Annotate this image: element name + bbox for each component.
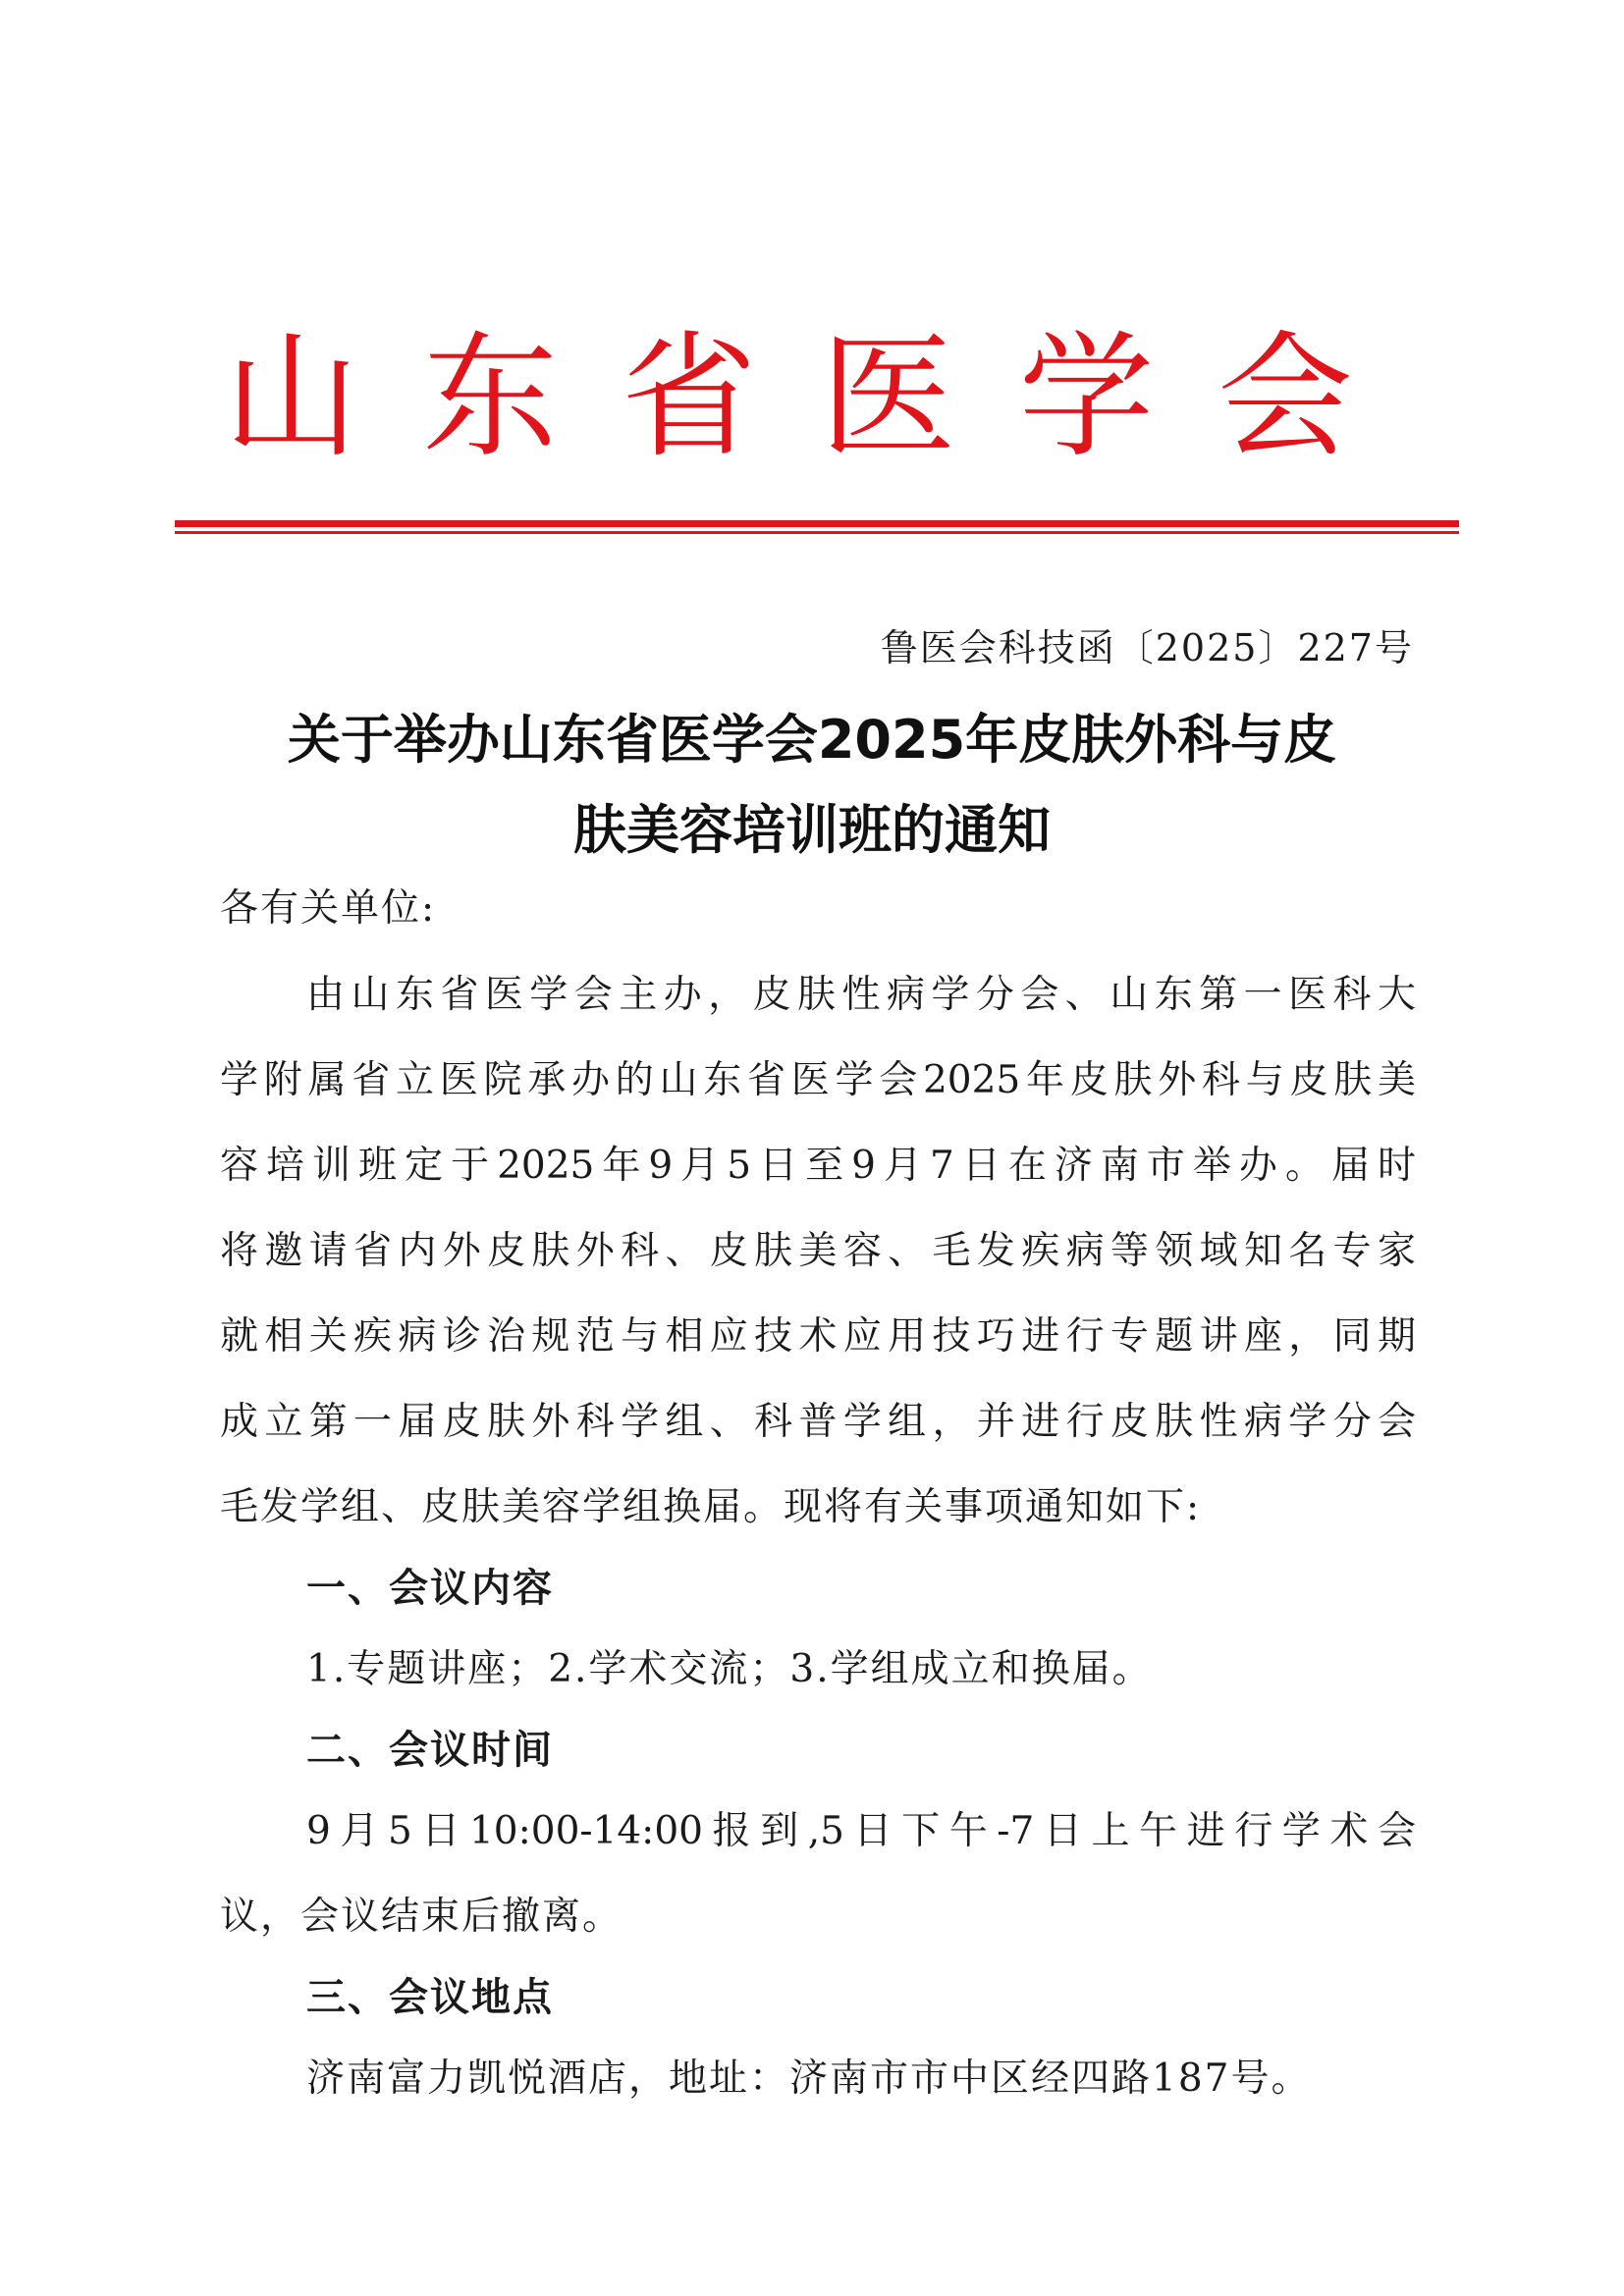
section-line: 济南富力凯悦酒店，地址：济南市市中区经四路187号。 (306, 2056, 1312, 2101)
intro-line: 就相关疾病诊治规范与相应技术应用技巧进行专题讲座，同期 (220, 1314, 1416, 1359)
intro-line: 容培训班定于2025年9月5日至9月7日在济南市举办。届时 (220, 1144, 1416, 1188)
masthead-char: 省 (621, 318, 757, 476)
document-number: 鲁医会科技函〔2025〕227号 (880, 626, 1414, 669)
document-body (220, 952, 1416, 2121)
masthead-char: 东 (422, 318, 559, 476)
masthead-char: 会 (1217, 318, 1353, 476)
masthead-char: 医 (820, 318, 956, 476)
intro-line: 由山东省医学会主办，皮肤性病学分会、山东第一医科大 (306, 973, 1416, 1017)
masthead-divider-thin (175, 531, 1459, 534)
section-heading: 一、会议内容 (306, 1566, 554, 1611)
intro-line: 毛发学组、皮肤美容学组换届。现将有关事项通知如下: (220, 1485, 1202, 1529)
title-line-2: 肤美容培训班的通知 (573, 799, 1051, 861)
masthead-title (224, 318, 1353, 476)
intro-line: 将邀请省内外皮肤外科、皮肤美容、毛发疾病等领域知名专家 (220, 1229, 1416, 1273)
intro-line: 成立第一届皮肤外科学组、科普学组，并进行皮肤性病学分会 (220, 1400, 1416, 1444)
section-line: 9月5日10:00-14:00报到,5日下午-7日上午进行学术会 (306, 1809, 1416, 1853)
masthead-char: 学 (1018, 318, 1155, 476)
section-heading: 二、会议时间 (306, 1728, 554, 1773)
section-line: 议，会议结束后撤离。 (220, 1895, 623, 1939)
title-line-1: 关于举办山东省医学会2025年皮肤外科与皮 (287, 709, 1337, 771)
section-line: 1.专题讲座；2.学术交流；3.学组成立和换届。 (306, 1647, 1153, 1691)
section-heading: 三、会议地点 (306, 1975, 554, 2020)
intro-line: 学附属省立医院承办的山东省医学会2025年皮肤外科与皮肤美 (220, 1058, 1416, 1102)
masthead-divider-thick (175, 520, 1459, 527)
salutation: 各有关单位: (220, 886, 437, 931)
document-title (177, 695, 1447, 876)
masthead-char: 山 (224, 318, 360, 476)
